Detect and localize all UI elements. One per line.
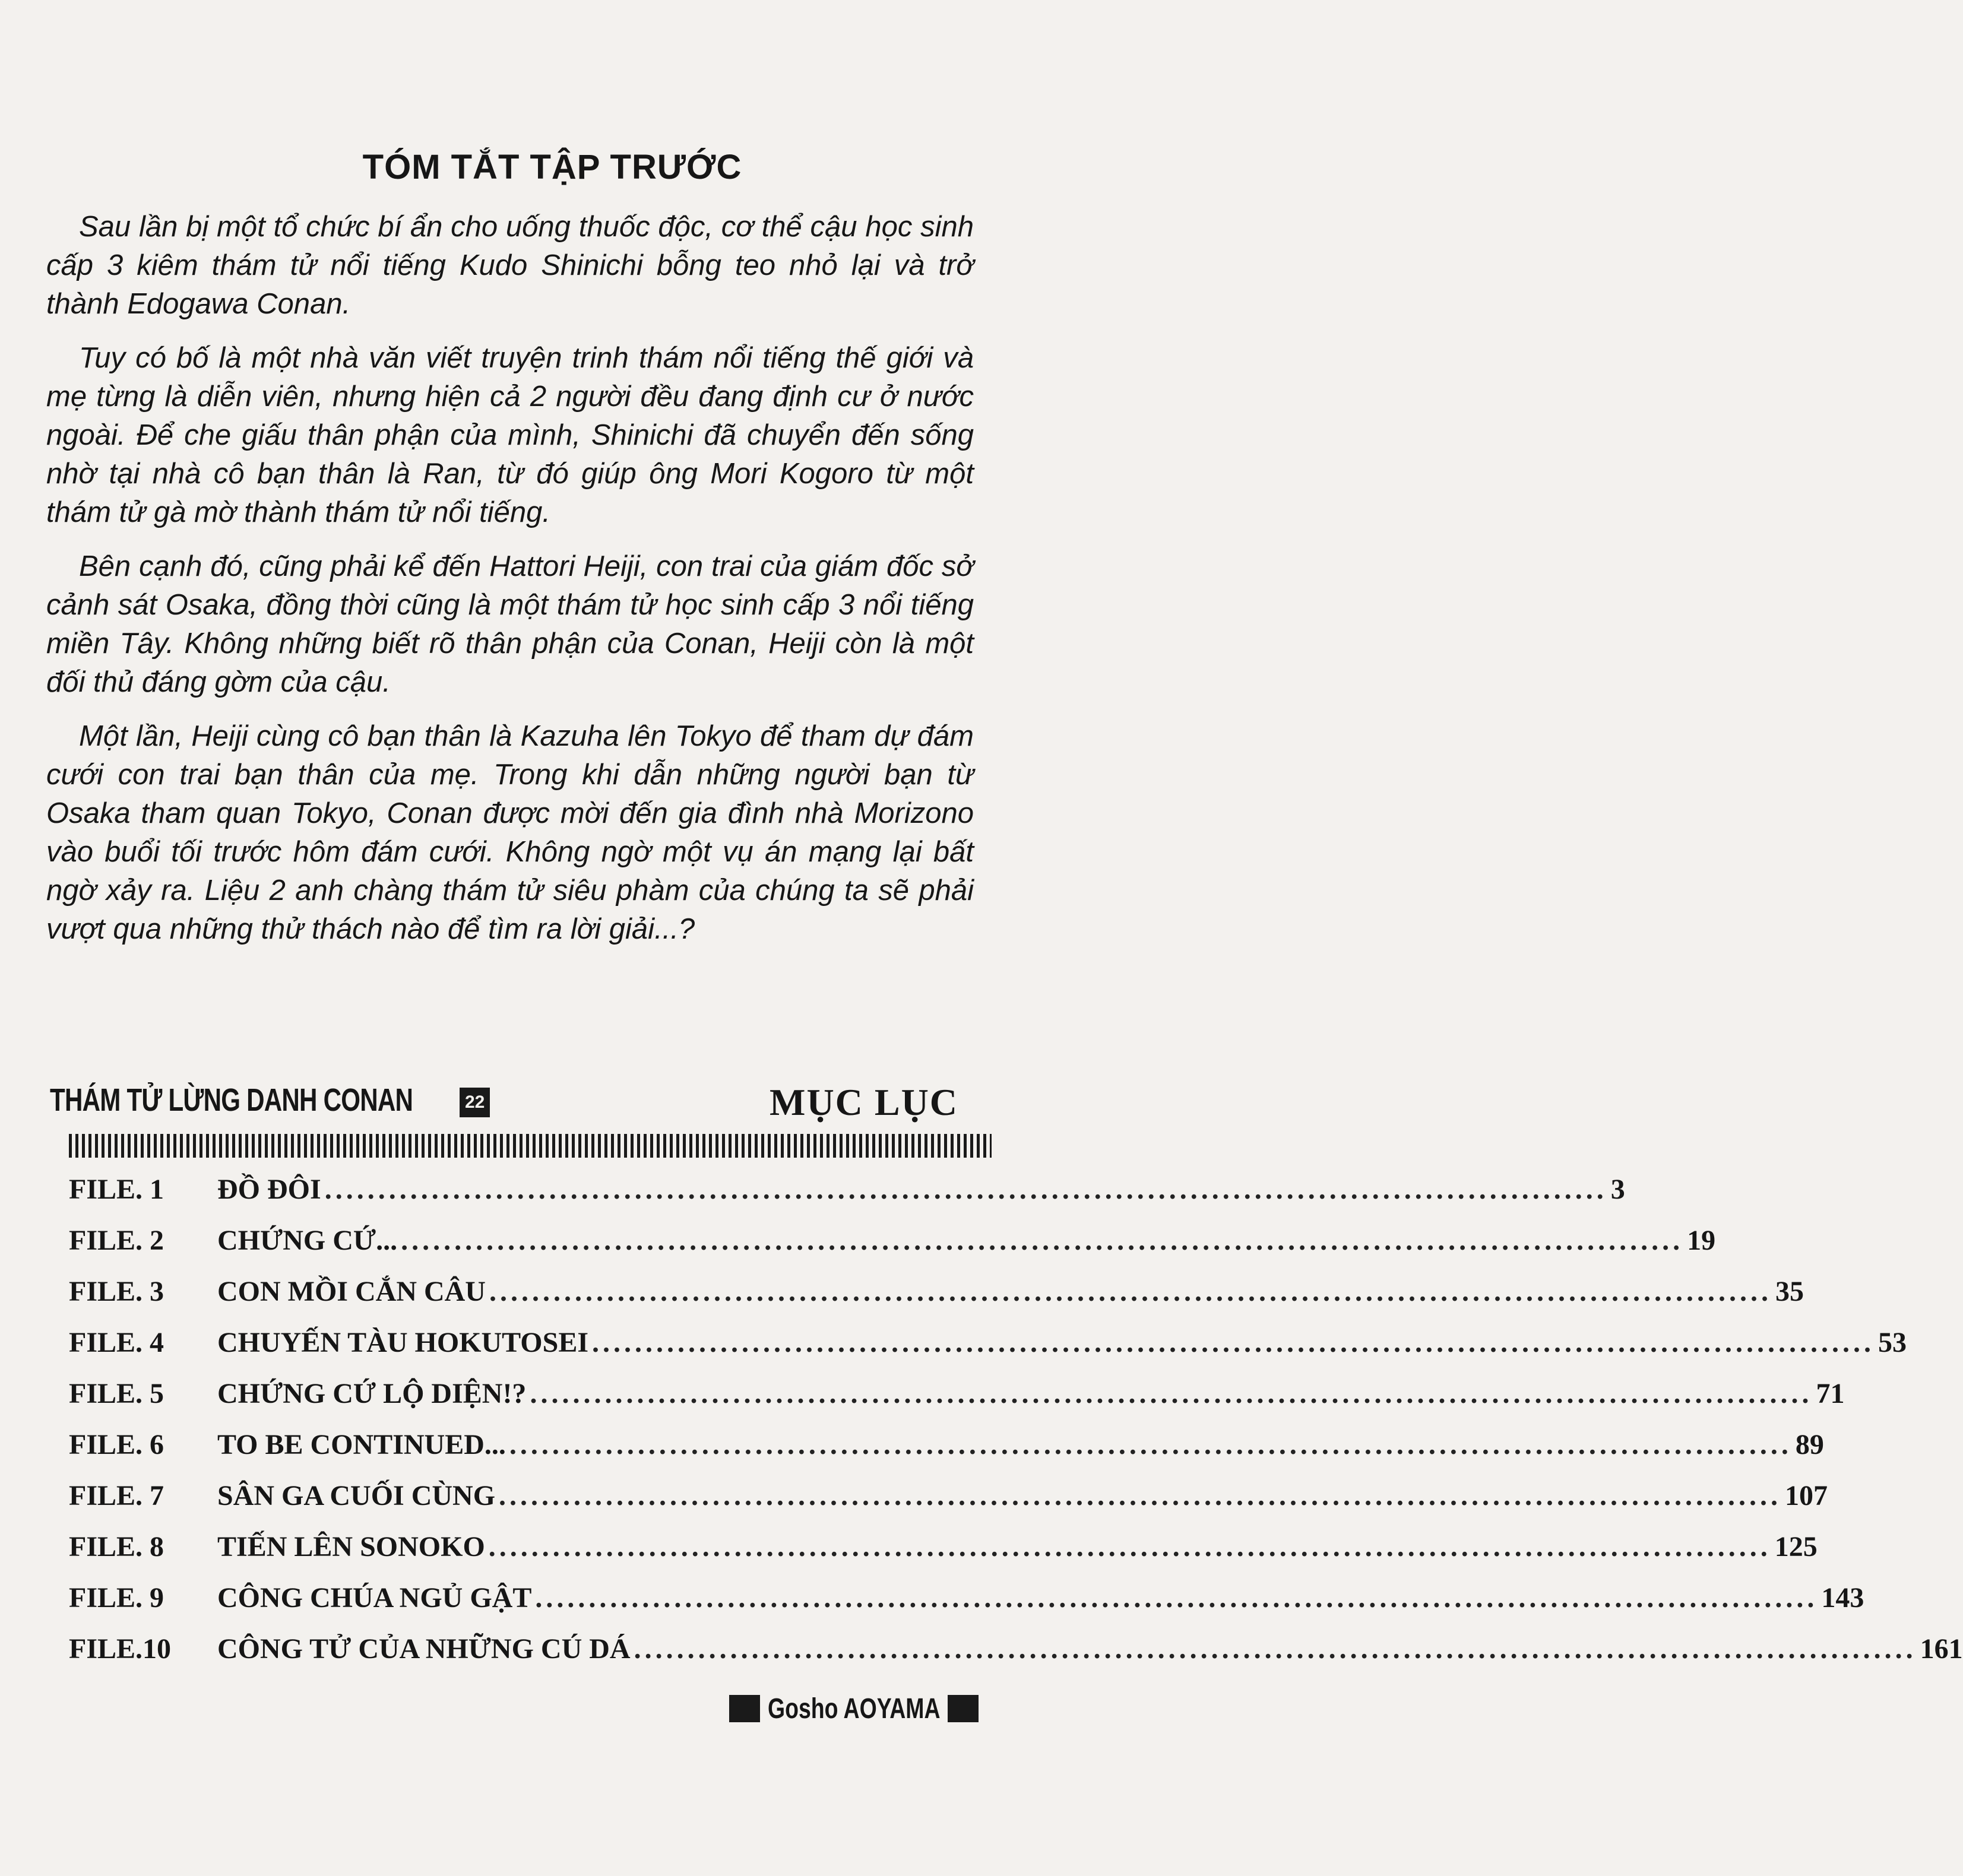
toc-page-number: 3	[1610, 1174, 1625, 1205]
toc-leader-dots: ........................................................................................................................	[401, 1225, 1684, 1256]
toc-leader-dots: ........................................................................................................................	[535, 1582, 1818, 1614]
toc-file-label: FILE. 4	[69, 1327, 164, 1358]
toc-chapter-title: SÂN GA CUỐI CÙNG	[217, 1480, 496, 1511]
toc-file-label: FILE. 6	[69, 1429, 164, 1460]
decorative-divider	[69, 1134, 992, 1158]
toc-entry	[69, 1224, 1716, 1275]
toc-leader-dots: ........................................................................................................................	[509, 1429, 1792, 1460]
toc-page-number: 19	[1687, 1225, 1716, 1256]
toc-entry	[69, 1530, 1818, 1582]
toc-leader-dots: ........................................................................................................................	[324, 1174, 1607, 1205]
volume-badge: 22	[460, 1088, 490, 1117]
summary-paragraph: Sau lần bị một tổ chức bí ẩn cho uống thuốc độc, cơ thể cậu học sinh cấp 3 kiêm thám tử nổi tiếng Kudo Shinichi bỗng teo nhỏ lại và trở thành Edogawa Conan.	[46, 211, 974, 320]
toc-page-number: 35	[1775, 1276, 1804, 1307]
toc-header	[50, 1076, 958, 1130]
toc-chapter-title: CON MỒI CẮN CÂU	[217, 1276, 486, 1307]
toc-entry	[69, 1173, 1625, 1224]
toc-entry	[69, 1275, 1804, 1326]
summary-paragraph: Một lần, Heiji cùng cô bạn thân là Kazuha lên Tokyo để tham dự đám cưới con trai bạn thân của mẹ. Trong khi dẫn những người bạn từ Osaka tham quan Tokyo, Conan được mời đến gia đình nhà Morizono vào buổi tối trước hôm đám cưới. Không ngờ một vụ án mạng lại bất ngờ xảy ra. Liệu 2 anh chàng thám tử siêu phàm của chúng ta sẽ phải vượt qua những thử thách nào để tìm ra lời giải...?	[46, 720, 974, 945]
toc-leader-dots: ........................................................................................................................	[634, 1633, 1917, 1665]
toc-file-label: FILE. 1	[69, 1174, 164, 1205]
toc-leader-dots: ........................................................................................................................	[592, 1327, 1875, 1358]
toc-file-label: FILE. 8	[69, 1531, 164, 1563]
toc-chapter-title: CHỨNG CỨ...	[217, 1225, 398, 1256]
toc-entry	[69, 1377, 1845, 1428]
toc-file-label: FILE.10	[69, 1633, 172, 1665]
table-of-contents	[69, 1173, 1963, 1684]
summary-title: TÓM TẮT TẬP TRƯỚC	[362, 148, 742, 186]
toc-file-label: FILE. 7	[69, 1480, 164, 1511]
toc-leader-dots: ........................................................................................................................	[499, 1480, 1782, 1511]
toc-page-number: 53	[1878, 1327, 1907, 1358]
toc-entry	[69, 1479, 1828, 1530]
toc-file-label: FILE. 9	[69, 1582, 164, 1614]
summary-paragraph: Bên cạnh đó, cũng phải kể đến Hattori Heiji, con trai của giám đốc sở cảnh sát Osaka, đồng thời cũng là một thám tử học sinh cấp 3 nổi tiếng miền Tây. Không những biết rõ thân phận của Conan, Heiji còn là một đối thủ đáng gờm của cậu.	[46, 550, 974, 698]
decorative-block-right	[948, 1695, 979, 1722]
toc-file-label: FILE. 3	[69, 1276, 164, 1307]
toc-leader-dots: ........................................................................................................................	[530, 1378, 1813, 1409]
toc-page-number: 161	[1920, 1633, 1963, 1665]
toc-chapter-title: ĐỒ ĐÔI	[217, 1174, 321, 1205]
toc-page-number: 71	[1816, 1378, 1845, 1409]
summary-paragraph: Tuy có bố là một nhà văn viết truyện trinh thám nổi tiếng thế giới và mẹ từng là diễn viên, nhưng hiện cả 2 người đều đang định cư ở nước ngoài. Để che giấu thân phận của mình, Shinichi đã chuyển đến sống nhờ tại nhà cô bạn thân là Ran, từ đó giúp ông Mori Kogoro từ một thám tử gà mờ thành thám tử nổi tiếng.	[46, 342, 974, 528]
toc-chapter-title: TO BE CONTINUED...	[217, 1429, 506, 1460]
toc-page-number: 125	[1774, 1531, 1818, 1563]
toc-entry	[69, 1582, 1864, 1633]
toc-file-label: FILE. 5	[69, 1378, 164, 1409]
series-title: THÁM TỬ LỪNG DANH CONAN	[50, 1082, 413, 1118]
summary-text	[46, 208, 974, 964]
toc-page-number: 143	[1821, 1582, 1864, 1614]
toc-entry	[69, 1633, 1963, 1684]
toc-leader-dots: ........................................................................................................................	[488, 1531, 1771, 1563]
author-name: Gosho AOYAMA	[767, 1693, 941, 1725]
toc-chapter-title: CÔNG TỬ CỦA NHỮNG CÚ DÁ	[217, 1633, 631, 1665]
author-signature	[729, 1692, 979, 1725]
toc-page-number: 107	[1785, 1480, 1828, 1511]
toc-page-number: 89	[1795, 1429, 1824, 1460]
toc-file-label: FILE. 2	[69, 1225, 164, 1256]
toc-title: MỤC LỤC	[770, 1081, 958, 1123]
toc-chapter-title: CHUYẾN TÀU HOKUTOSEI	[217, 1327, 589, 1358]
toc-entry	[69, 1326, 1907, 1377]
toc-leader-dots: ........................................................................................................................	[489, 1276, 1772, 1307]
toc-chapter-title: CÔNG CHÚA NGỦ GẬT	[217, 1582, 532, 1614]
toc-entry	[69, 1428, 1824, 1479]
decorative-block-left	[729, 1695, 760, 1722]
toc-chapter-title: TIẾN LÊN SONOKO	[217, 1531, 485, 1563]
toc-chapter-title: CHỨNG CỨ LỘ DIỆN!?	[217, 1378, 527, 1409]
